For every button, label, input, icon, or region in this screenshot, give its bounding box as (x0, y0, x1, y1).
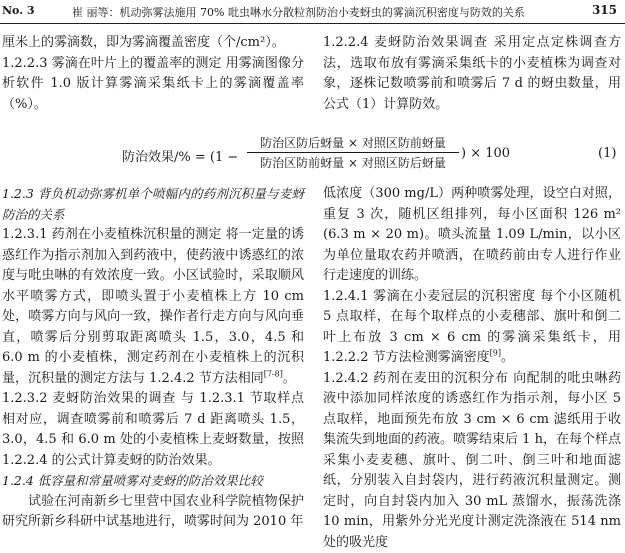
header-rule (0, 23, 625, 24)
section-1-2-2-3: 1.2.2.3 雾滴在叶片上的覆盖率的测定 用雾滴图像分析软件 1.0 版计算雾滴采集纸卡上的雾滴覆盖率（%）。 (2, 54, 304, 116)
citation-7-8: [7-8] (264, 369, 283, 378)
section-heading-1-2-3: 1.2.3 背负机动弥雾机单个喷幅内的药剂沉积量与麦蚜防治的关系 (2, 184, 304, 225)
section-heading-1-2-4: 1.2.4 低容量和常量喷雾对麦蚜的防治效果比较 (2, 471, 304, 492)
formula-number: (1) (598, 146, 616, 161)
right-column-top (323, 33, 621, 115)
formula-lhs: 防治效果/% = (1 − (122, 146, 238, 165)
running-title: 崔 丽等：机动弥雾法施用 70% 吡虫啉水分散粒剂防治小麦蚜虫的雾滴沉积密度与防效的关系 (72, 4, 525, 20)
formula-denominator: 防治区防前蚜量 × 对照区防后蚜量 (247, 153, 459, 171)
formula-rhs: ) × 100 (461, 146, 510, 161)
issue-number: No. 3 (2, 4, 35, 17)
citation-9: [9] (490, 349, 501, 358)
left-column-bottom (2, 184, 304, 533)
section-1-2-2-4: 1.2.2.4 麦蚜防治效果调查 采用定点定株调查方法，选取布放有雾滴采集纸卡的小麦植株为调查对象，逐株记数喷雾前和喷雾后 7 d 的蚜虫数量，用公式（1）计算防效。 (323, 33, 621, 115)
section-1-2-4-1-text: 1.2.4.1 雾滴在小麦冠层的沉积密度 每个小区随机 5 点取样，在每个取样点的小麦穗部、旗叶和倒二叶上布放 3 cm × 6 cm 的雾滴采集纸卡，用 1.2.2.2 节方法检测雾滴密度 (323, 289, 621, 366)
section-1-2-4-1-end: 。 (501, 350, 514, 365)
right-column-bottom (323, 184, 621, 553)
formula-fraction (247, 134, 459, 171)
paragraph-trial-site: 试验在河南新乡七里营中国农业科学院植物保护研究所新乡科研中试基地进行，喷雾时间为 2010 年 (2, 492, 304, 533)
section-1-2-4-2: 1.2.4.2 药剂在麦田的沉积分布 向配制的吡虫啉药液中添加同样浓度的诱惑红作为指示剂，每小区 5 点取样，地面预先布放 3 cm × 6 cm 滤纸用于收集流失到地面的药液。喷雾结束后 1 h，在每个样点采集小麦麦穗、旗叶、倒二叶、倒三叶和地面滤纸，分别装入自封袋内，进行药液沉积量测定。测定时，向自封袋内加入 30 mL 蒸馏水，振荡洗涤 10 min，用紫外分光光度计测定洗涤液在 514 nm 处的吸光度 (323, 369, 621, 553)
formula-numerator: 防治区防后蚜量 × 对照区防前蚜量 (247, 134, 459, 153)
section-1-2-3-1-end: 。 (283, 371, 296, 386)
section-1-2-4-1 (323, 287, 621, 369)
paragraph-treatment-cont: 低浓度（300 mg/L）两种喷雾处理，设空白对照，重复 3 次，随机区组排列，每小区面积 126 m² (6.3 m × 20 m)。喷头流量 1.09 L/min，以小区为单位量取农药并喷洒，在喷药前由专人进行作业行走速度的训练。 (323, 184, 621, 287)
page-number: 315 (592, 3, 617, 17)
section-1-2-3-1 (2, 225, 304, 389)
left-column-top (2, 33, 304, 115)
paragraph-density-cont: 厘米上的雾滴数，即为雾滴覆盖密度（个/cm²）。 (2, 33, 304, 54)
running-header (0, 0, 625, 24)
section-1-2-3-1-text: 1.2.3.1 药剂在小麦植株沉积量的测定 将一定量的诱惑红作为指示剂加入到药液中，使药液中诱惑红的浓度与吡虫啉的有效浓度一致。小区试验时，采取顺风水平喷雾方式，即喷头置于小麦植株上方 10 cm 处，喷雾方向与风向一致，操作者行走方向与风向垂直，喷雾后分别剪取距离喷头 1.5，3.0，4.5 和 6.0 m 的小麦植株，测定药剂在小麦植株上的沉积量，沉积量的测定方法与 1.2.4.2 节方法相同 (2, 227, 304, 386)
section-1-2-3-2: 1.2.3.2 麦蚜防治效果的调查 与 1.2.3.1 节取样点相对应，调查喷雾前和喷雾后 7 d 距离喷头 1.5，3.0，4.5 和 6.0 m 处的小麦植株上麦蚜数量，按照 1.2.2.4 的公式计算麦蚜的防治效果。 (2, 389, 304, 471)
formula-control-efficacy (0, 133, 625, 177)
